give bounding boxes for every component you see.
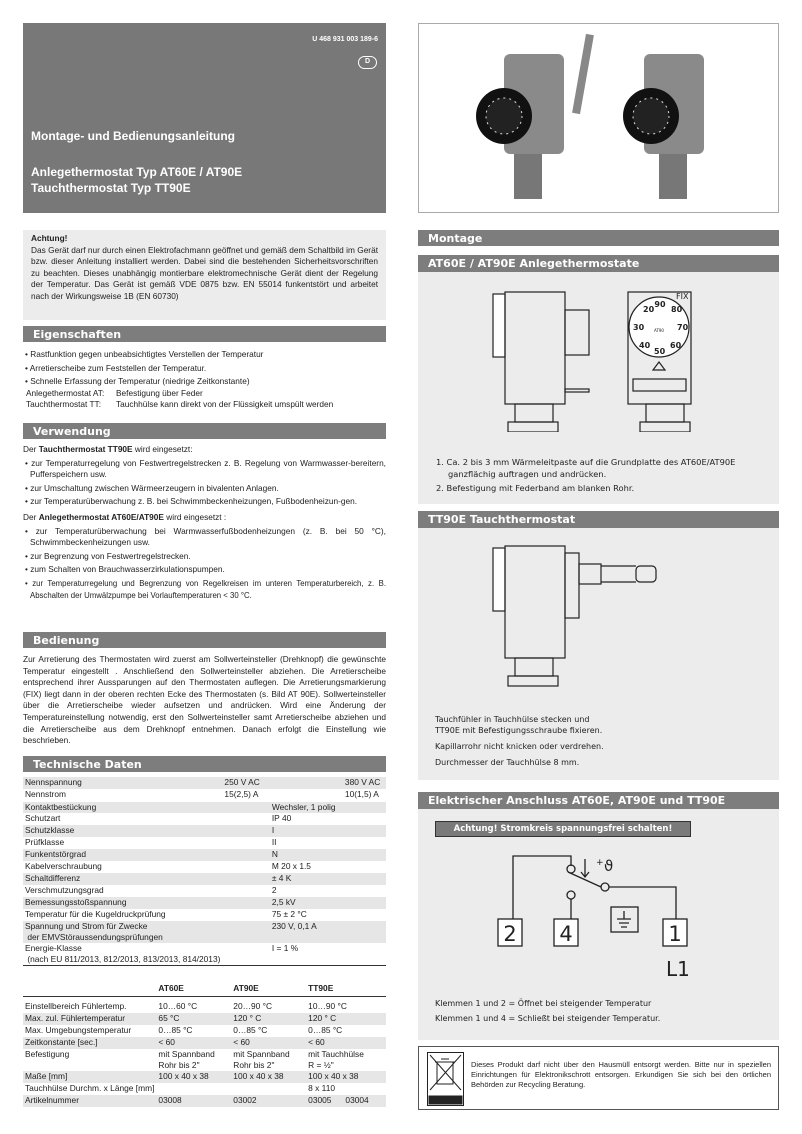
terminal-descriptions (435, 996, 660, 1026)
table-row (23, 777, 386, 789)
at-mounting-panel (418, 272, 779, 504)
verwendung-intro-2 (23, 512, 386, 524)
table-cell: mit Spannband Rohr bis 2" (233, 1049, 290, 1070)
table-cell (222, 813, 269, 825)
tt-thermostat-drawing (418, 528, 779, 698)
table-cell: 380 V AC (343, 777, 386, 789)
table-cell (156, 1083, 231, 1095)
table-cell: 100 x 40 x 38 (156, 1071, 231, 1083)
table-cell: Nennstrom (25, 789, 66, 799)
table-row (23, 909, 386, 921)
table-cell: 2 (271, 885, 277, 895)
list-item-text: zur Temperaturregelung und Begrenzung von Regelkreisen im unteren Temperaturbereich, z. B. Abschalten der Umwälzpumpe bei Vorlauftemperaturen < 30 °C. (30, 578, 386, 600)
table-cell: Verschmutzungsgrad (25, 885, 104, 895)
table-cell (222, 837, 269, 849)
table-cell: 250 V AC (222, 777, 269, 789)
table-cell: Nennspannung (23, 777, 222, 789)
sub-label: Anlegethermostat AT: (26, 387, 105, 398)
table-cell: 10(1,5) A (344, 789, 379, 799)
sub-item (23, 399, 386, 411)
table-row (23, 1013, 386, 1025)
fix-label: FIX (676, 292, 689, 301)
table-row (23, 897, 386, 909)
document-number: U 468 931 003 189-6 (312, 36, 378, 43)
table-cell (343, 861, 386, 873)
table-row (23, 861, 386, 873)
step-item: 2. Befestigung mit Federband am blanken Rohr. (436, 483, 635, 493)
table-cell: Einstellbereich Fühlertemp. (25, 1001, 127, 1011)
table-cell (222, 873, 269, 885)
table-cell: 03008 (156, 1095, 231, 1107)
table-cell: 65 °C (156, 1013, 231, 1025)
disposal-text: Dieses Produkt darf nicht über den Hausmüll entsorgt werden. Bitte nur in speziellen Einrichtungen für Elektronikschrott entsorgen. Erkundigen Sie sich bei den örtlichen Behörden zur Recycling Beratung. (471, 1060, 771, 1089)
table-cell (23, 980, 156, 996)
list-item-text: zur Temperaturüberwachung z. B. bei Schwimmbeckenheizungen, Fußbodenheizun-gen. (30, 496, 358, 507)
table-row (23, 1071, 386, 1083)
table-cell: Max. Umgebungstemperatur (25, 1025, 132, 1035)
table-cell (222, 909, 269, 921)
table-cell (222, 861, 269, 873)
table-cell: Schutzart (25, 813, 61, 823)
table-cell (222, 943, 269, 966)
table-cell: II (271, 837, 277, 847)
table-cell: 120 ° C (231, 1013, 306, 1025)
instruction-line: Kapillarrohr nicht knicken oder verdrehen. (435, 742, 604, 751)
table-cell: I (270, 825, 343, 837)
warning-box (23, 230, 386, 320)
verwendung-intro-1 (23, 444, 386, 456)
table-row (23, 813, 386, 825)
warning-text: Das Gerät darf nur durch einen Elektrofachmann geöffnet und gemäß dem Schaltbild im Gerät bzw. dieser Anleitung installiert werden. Dabei sind die bestehenden Sicherheitsvorschriften zu beachten. Dieses unabhängig montierbare elektromechnische Gerät dient der Regelung der Temperatur. Das Gerät ist gemäß VDE 0875 bzw. EN 55014 funkentstört und arbeitet nach der Wirkungsweise 1B (EN 60730) (31, 244, 378, 301)
table-cell: < 60 (231, 1037, 306, 1049)
terminal-2: 2 (503, 922, 517, 946)
terminal-description: Klemmen 1 und 2 = Öffnet bei steigender Temperatur (435, 999, 652, 1008)
model-header: AT60E (158, 983, 184, 993)
dial-model-label: AT90 (654, 328, 664, 333)
table-cell (343, 825, 386, 837)
instruction-line: Tauchfühler in Tauchhülse stecken und TT90E mit Befestigungsschraube fixieren. (435, 715, 603, 735)
cover-header (23, 23, 386, 213)
table-cell (222, 921, 269, 943)
table-cell: mit Spannband Rohr bis 2" (158, 1049, 215, 1070)
table-cell (222, 897, 269, 909)
dial-number: 20 (643, 305, 655, 314)
list-item: • zur Temperaturüberwachung z. B. bei Schwimmbeckenheizungen, Fußbodenheizun-gen. (25, 496, 358, 507)
list-item-text: zum Schalten von Brauchwasserzirkulationspumpen. (30, 564, 225, 575)
thermostat-photo-illustration (419, 24, 780, 214)
dial-number: 40 (639, 341, 651, 350)
table-cell (343, 909, 386, 921)
bedienung-text: Zur Arretierung des Thermostaten wird zuerst am Sollwerteinsteller (Drehknopf) die gewünschte Temperatur eingestellt . Anschließend den Sollwerteinsteller abziehen. Die Arretierscheibe entsprechend ihrer Aussparungen auf den Thermostaten auflegen. Die Arretierungsmarkierung (FIX) liegt dann in der oberen rechten Ecke des Thermostaten (s. Bild AT 90E). Sollwerteinsteller über die Arretierscheibe wieder aufsetzen und andrücken. Wird eine Änderung der Temperatureinstellung notwendig, erst den Sollwerteinsteller samt Arretierscheibe abziehen und die Arretierscheibe aus dem Drehknopf entnehmen. Danach erfolgt die Einstellung wie beschrieben. (23, 654, 386, 746)
section-eigenschaften: Eigenschaften (23, 326, 386, 342)
warning-heading: Achtung! (31, 233, 68, 243)
table-row (23, 921, 386, 943)
table-cell: mit Tauchhülse R = ½" (308, 1049, 364, 1070)
table-cell: 10…60 °C (158, 1001, 198, 1011)
list-item-text: zur Temperaturregelung von Festwertregelstrecken z. B. Regelung von Warmwasser-bereitern, Pufferspeichern usw. (30, 457, 386, 480)
table-row (23, 837, 386, 849)
document-subtitle-1: Anlegethermostat Typ AT60E / AT90E (31, 165, 243, 179)
table-cell: Energie-Klasse (nach EU 811/2013, 812/2013, 813/2013, 814/2013) (25, 943, 221, 964)
list-item-text: zur Begrenzung von Festwertregelstrecken. (30, 550, 191, 561)
table-cell: IP 40 (271, 813, 292, 823)
list-item: • zur Begrenzung von Festwertregelstrecken. (25, 550, 191, 561)
dial-number: 80 (671, 305, 683, 314)
table-cell (343, 813, 386, 825)
table-cell: Befestigung (25, 1049, 70, 1059)
disposal-notice (418, 1046, 779, 1110)
table-cell: 20…90 °C (233, 1001, 273, 1011)
wiring-diagram (418, 839, 779, 979)
list-item-text: Schnelle Erfassung der Temperatur (niedrige Zeitkonstante) (30, 376, 250, 387)
table-row (23, 801, 386, 813)
sub-item (23, 388, 386, 400)
table-cell (343, 873, 386, 885)
temperature-symbol: ϑ (604, 857, 614, 875)
table-cell: Funkentstörgrad (23, 849, 222, 861)
table-cell: 0…85 °C (308, 1025, 343, 1035)
list-item-text: zur Umschaltung zwischen Wärmeerzeugern in bivalenten Anlagen. (30, 482, 279, 493)
document-title: Montage- und Bedienungsanleitung (31, 129, 235, 143)
table-row (23, 1001, 386, 1013)
list-item-text: zur Temperaturüberwachung bei Warmwasserfußbodenheizungen (z. B. bei 50 °C), Schwimmbeckenheizungen usw. (30, 525, 386, 548)
terminal-description: Klemmen 1 und 4 = Schließt bei steigender Temperatur. (435, 1014, 661, 1023)
table-cell: < 60 (156, 1037, 231, 1049)
intro-text: Der (23, 511, 39, 522)
tt-instructions (435, 714, 604, 768)
model-header: AT90E (233, 983, 259, 993)
table-cell: Bemessungsstoßspannung (23, 897, 222, 909)
language-badge: D (358, 56, 377, 69)
table-cell (343, 885, 386, 897)
instruction-line: Durchmesser der Tauchhülse 8 mm. (435, 758, 580, 767)
electrical-panel (418, 809, 779, 1040)
table-cell: Prüfklasse (25, 837, 65, 847)
list-item: • Schnelle Erfassung der Temperatur (niedrige Zeitkonstante) (25, 376, 250, 387)
section-verwendung: Verwendung (23, 423, 386, 439)
table-cell: Schutzklasse (23, 825, 222, 837)
table-cell: 15(2,5) A (224, 789, 259, 799)
list-item: • zur Temperaturregelung und Begrenzung von Regelkreisen im unteren Temperaturbereich, z. B. Abschalten der Umwälzpumpe bei Vorlauftemperaturen < 30 °C. (25, 578, 386, 600)
table-cell (343, 849, 386, 861)
section-bedienung: Bedienung (23, 632, 386, 648)
table-row (23, 1025, 386, 1037)
electrical-warning-banner: Achtung! Stromkreis spannungsfrei schalten! (435, 821, 691, 837)
section-tt90e: TT90E Tauchthermostat (418, 511, 779, 528)
terminal-4: 4 (559, 922, 573, 946)
table-cell: Spannung und Strom für Zwecke der EMVStöraussendungsprüfungen (23, 921, 222, 943)
section-montage: Montage (418, 230, 779, 246)
plus-sign: + (596, 858, 604, 868)
list-item: • zur Umschaltung zwischen Wärmeerzeugern in bivalenten Anlagen. (25, 482, 279, 493)
table-cell (343, 921, 386, 943)
table-row (23, 789, 386, 801)
table-row (23, 873, 386, 885)
weee-bin-icon (427, 1052, 464, 1106)
table-cell: Wechsler, 1 polig (270, 801, 343, 813)
phase-label: L1 (666, 957, 690, 979)
dial-number: 90 (654, 300, 666, 309)
table-cell: 8 x 110 (308, 1083, 336, 1093)
table-cell (222, 825, 269, 837)
table-cell: Temperatur für die Kugeldruckprüfung (25, 909, 166, 919)
list-item: • zum Schalten von Brauchwasserzirkulationspumpen. (25, 564, 225, 575)
section-at-anlegethermostate: AT60E / AT90E Anlegethermostate (418, 255, 779, 272)
intro-text: wird eingesetzt : (163, 511, 227, 522)
table-cell (270, 789, 343, 801)
table-cell: Kontaktbestückung (23, 801, 222, 813)
table-cell (343, 837, 386, 849)
table-cell: N (270, 849, 343, 861)
step-item: 1. Ca. 2 bis 3 mm Wärmeleitpaste auf die Grundplatte des AT60E/AT90E ganzflächig auftragen und andrücken. (436, 457, 736, 479)
table-cell: Schaltdifferenz (23, 873, 222, 885)
table-cell: Artikelnummer (23, 1095, 156, 1107)
at-steps (436, 457, 766, 495)
section-technische-daten: Technische Daten (23, 756, 386, 772)
table-row (23, 825, 386, 837)
table-cell: 0…85 °C (233, 1025, 268, 1035)
list-item: • zur Temperaturüberwachung bei Warmwasserfußbodenheizungen (z. B. bei 50 °C), Schwimmbeckenheizungen usw. (25, 525, 386, 548)
table-row (23, 1083, 386, 1095)
intro-product: Tauchthermostat TT90E (38, 444, 133, 454)
table-row (23, 1049, 386, 1071)
table-header-row (23, 980, 386, 996)
table-cell: 03002 (231, 1095, 306, 1107)
eigenschaften-list (23, 347, 386, 411)
product-photo (418, 23, 779, 213)
table-cell: 230 V, 0,1 A (270, 921, 343, 943)
table-cell: M 20 x 1.5 (271, 861, 311, 871)
table-row (23, 1037, 386, 1049)
table-row (23, 1095, 386, 1107)
table-cell: Kabelverschraubung (25, 861, 102, 871)
section-elektrischer-anschluss: Elektrischer Anschluss AT60E, AT90E und TT90E (418, 792, 779, 809)
list-item: • Rastfunktion gegen unbeabsichtigtes Verstellen der Temperatur (25, 349, 264, 359)
list-item-text: Arretierscheibe zum Feststellen der Temperatur. (29, 362, 207, 373)
table-cell (343, 943, 386, 966)
intro-text: wird eingesetzt: (132, 444, 193, 454)
table-cell: 100 x 40 x 38 (306, 1071, 386, 1083)
list-item: • Arretierscheibe zum Feststellen der Temperatur. (25, 362, 207, 373)
intro-text: Der (23, 444, 39, 454)
table-row (23, 849, 386, 861)
table-cell (343, 801, 386, 813)
table-cell: Max. zul. Fühlertemperatur (23, 1013, 156, 1025)
table-cell (222, 849, 269, 861)
dial-number: 30 (633, 323, 645, 332)
table-cell: ± 4 K (270, 873, 343, 885)
table-cell: 0…85 °C (158, 1025, 193, 1035)
tt-mounting-panel (418, 528, 779, 780)
tech-data-table (23, 777, 386, 966)
terminal-1: 1 (668, 922, 682, 946)
table-cell (343, 897, 386, 909)
dial-number: 70 (677, 323, 689, 332)
dial-number: 50 (654, 347, 666, 356)
table-cell (231, 1083, 306, 1095)
dial-number: 60 (670, 341, 682, 350)
sub-value: Tauchhülse kann direkt von der Flüssigkeit umspült werden (116, 399, 334, 410)
document-subtitle-2: Tauchthermostat Typ TT90E (31, 181, 191, 195)
table-cell: 10…90 °C (308, 1001, 347, 1011)
sub-value: Befestigung über Feder (116, 387, 203, 398)
table-row (23, 943, 386, 966)
intro-product: Anlegethermostat AT60E/AT90E (38, 511, 164, 522)
at-thermostat-drawing (418, 272, 779, 432)
table-cell: 75 ± 2 °C (271, 909, 307, 919)
table-cell (222, 801, 269, 813)
list-item: • zur Temperaturregelung von Festwertregelstrecken z. B. Regelung von Warmwasser-bereitern, Pufferspeichern usw. (25, 457, 386, 480)
table-cell: 100 x 40 x 38 (231, 1071, 306, 1083)
table-cell: 03005 03004 (306, 1095, 386, 1107)
table-cell (270, 777, 343, 789)
table-cell: Tauchhülse Durchm. x Länge [mm] (25, 1083, 155, 1093)
table-cell: < 60 (306, 1037, 386, 1049)
table-row (23, 885, 386, 897)
table-cell: I = 1 % (271, 943, 299, 953)
table-cell: Maße [mm] (23, 1071, 156, 1083)
table-cell: 120 ° C (306, 1013, 386, 1025)
table-cell: 2,5 kV (270, 897, 343, 909)
model-header: TT90E (308, 983, 334, 993)
table-cell: Zeitkonstante [sec.] (23, 1037, 156, 1049)
table-cell (222, 885, 269, 897)
sub-label: Tauchthermostat TT: (26, 399, 102, 410)
list-item-text: Rastfunktion gegen unbeabsichtigtes Verstellen der Temperatur (30, 349, 264, 359)
model-data-table (23, 980, 386, 1107)
verwendung-content (23, 444, 386, 601)
